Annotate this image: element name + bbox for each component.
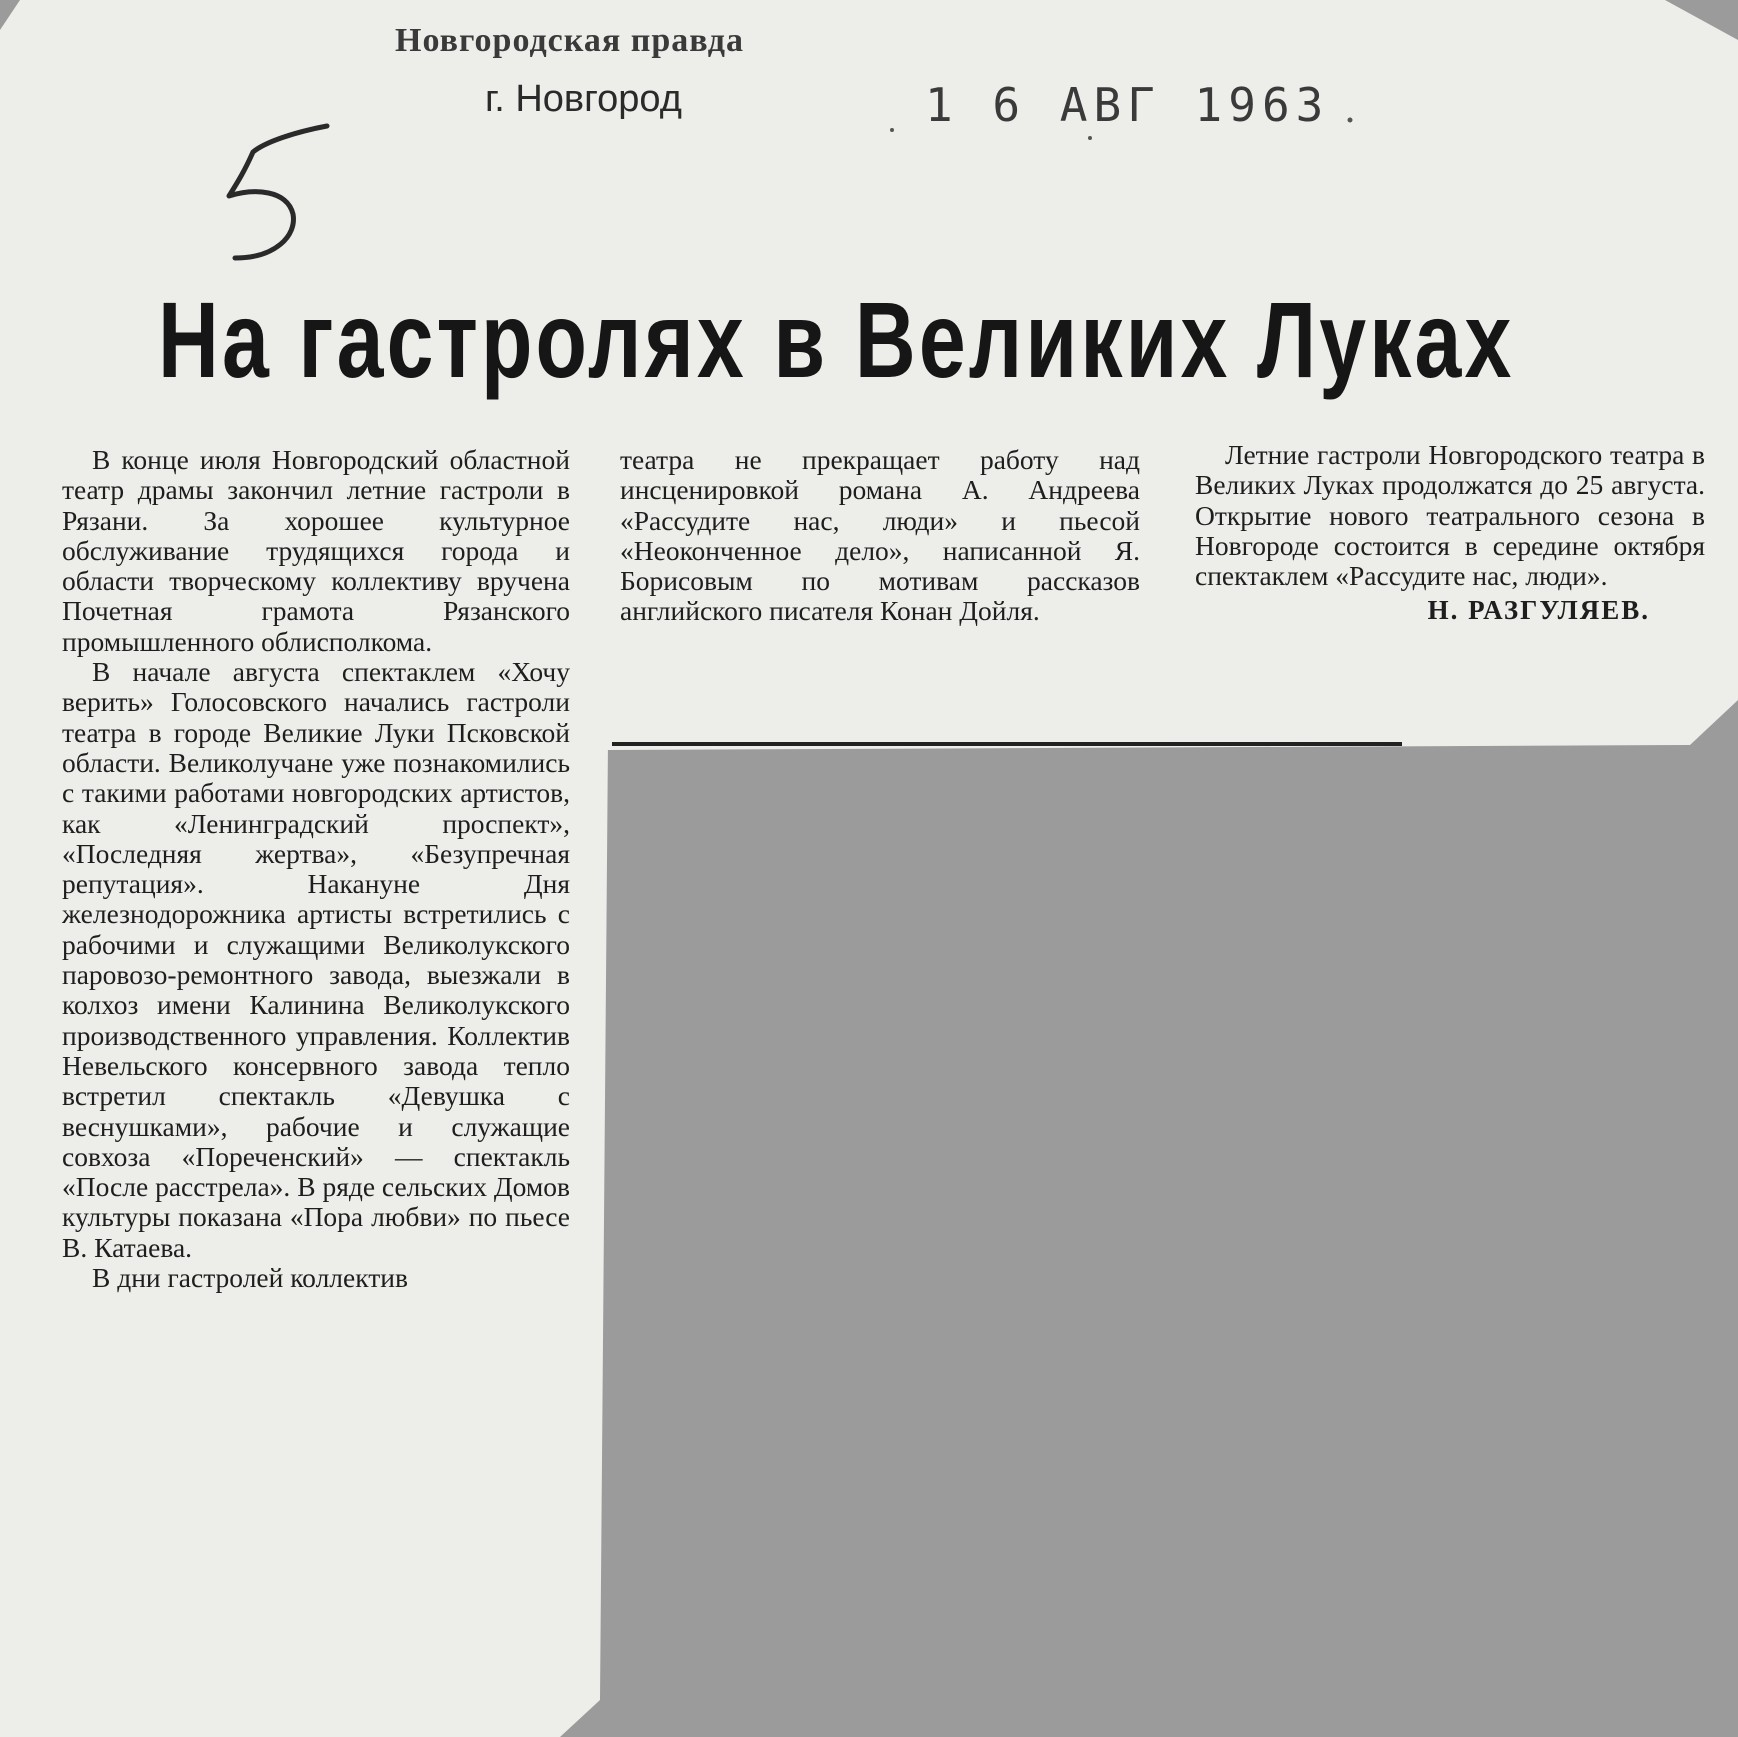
column-rule	[612, 742, 1402, 746]
article-headline: На гастролях в Великих Луках	[158, 279, 1515, 400]
paragraph: театра не прекращает работу над инсценировкой романа А. Андреева «Рассудите нас, люди» и пьесой «Неоконченное дело», написанной Я. Борисовым по мотивам рассказов английского писателя Конан Дойля.	[620, 444, 1140, 627]
stamp-specks	[880, 100, 1380, 150]
newspaper-name-stamp: Новгородская правда	[395, 22, 744, 59]
article-column-2	[620, 445, 1140, 627]
author-signature: Н. РАЗГУЛЯЕВ.	[1427, 595, 1650, 626]
article-column-3	[1195, 440, 1705, 626]
paragraph: В начале августа спектаклем «Хочу верить» Голосовского начались гастроли театра в городе Великие Луки Псковской области. Великолучане уже познакомились с такими работами новгородских артистов, как «Ленинградский проспект», «Последняя жертва», «Безупречная репутация». Накануне Дня железнодорожника артисты встретились с рабочими и служащими Великолукского паровозо-ремонтного завода, выезжали в колхоз имени Калинина Великолукского производственного управления. Коллектив Невельского консервного завода тепло встретил спектакль «Девушка с веснушками», рабочие и служащие совхоза «Пореченский» — спектакль «После расстрела». В ряде сельских Домов культуры показана «Пора любви» по пьесе В. Катаева.	[62, 656, 570, 1263]
newspaper-city-stamp: г. Новгород	[485, 78, 682, 120]
handwritten-number-mark	[215, 118, 335, 268]
paragraph: В дни гастролей коллектив	[92, 1262, 408, 1294]
paragraph: В конце июля Новгородский областной театр драмы закончил летние гастроли в Рязани. За хорошее культурное обслуживание трудящихся города и области творческому коллективу вручена Почетная грамота Рязанского промышленного облисполкома.	[62, 444, 570, 657]
date-stamp: 1 6 АВГ 1963	[925, 78, 1330, 132]
article-column-1	[62, 445, 570, 1293]
paragraph: Летние гастроли Новгородского театра в Великих Луках продолжатся до 25 августа. Открытие нового театрального сезона в Новгороде состоится в середине октября спектаклем «Рассудите нас, люди».	[1195, 439, 1705, 592]
